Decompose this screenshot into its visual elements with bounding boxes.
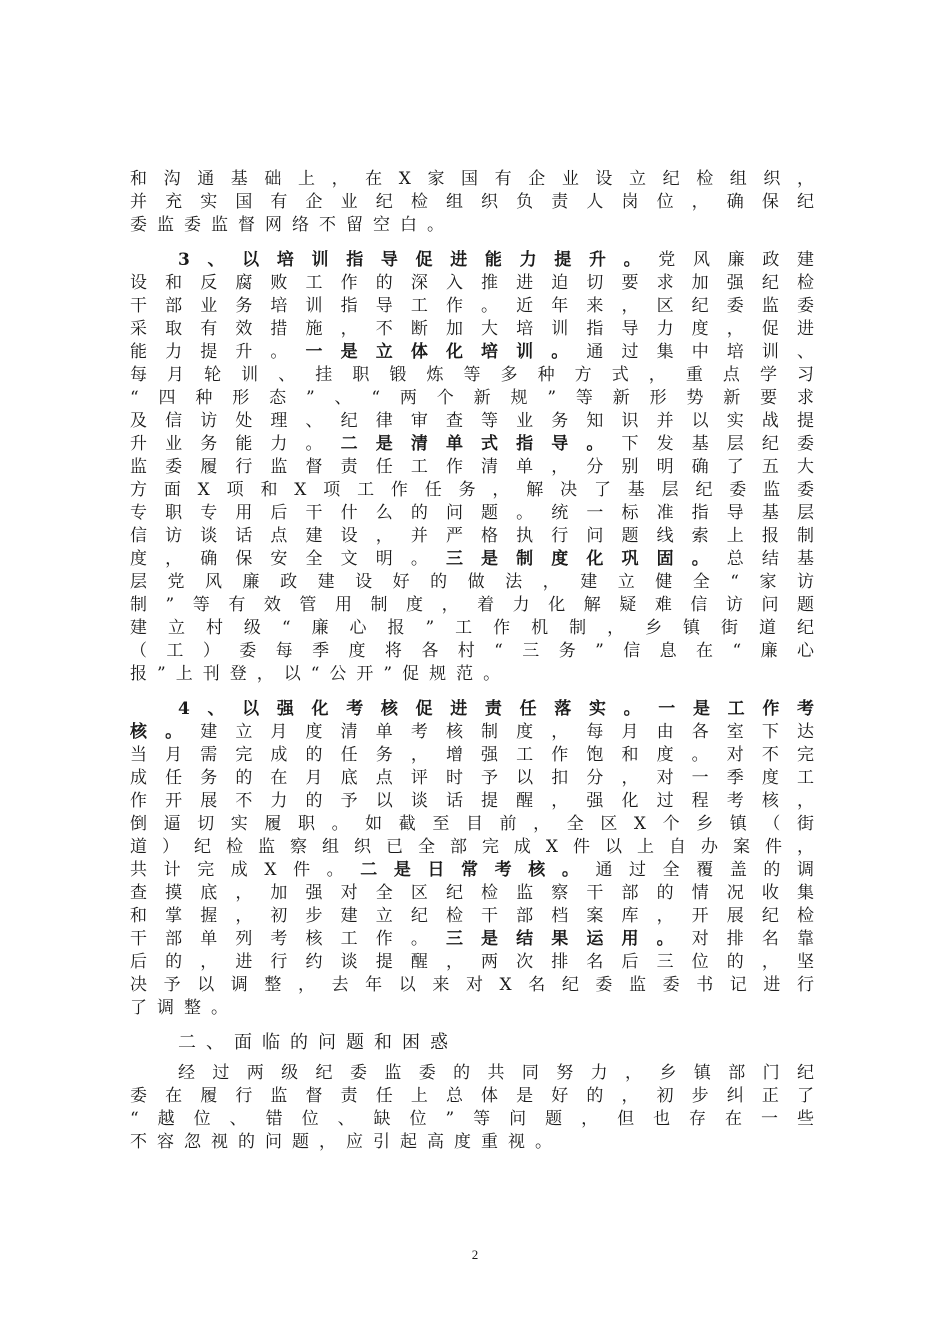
document-body — [130, 168, 816, 1154]
text-line: 委监委监督网络不留空白。 — [130, 215, 454, 235]
text-line: 3、以培训指导促进能力提升。党风廉政建 — [178, 250, 817, 270]
text-line: 成任务的在月底点评时予以扣分，对一季度工 — [130, 768, 816, 788]
text-line: 监委履行监督责任工作清单，分别明确了五大 — [130, 457, 816, 477]
text-line: 共计完成X件。二是日常考核。通过全覆盖的调 — [130, 860, 817, 880]
bold-phrase: 一是立体化培训。 — [305, 342, 587, 362]
text-line: “四种形态”、“两个新规”等新形势新要求 — [130, 388, 816, 408]
text-line: 作开展不力的予以谈话提醒，强化过程考核， — [130, 791, 816, 811]
text-line: 并充实国有企业纪检组织负责人岗位，确保纪 — [130, 192, 816, 212]
text-line: 专职专用后干什么的问题。统一标准指导基层 — [130, 503, 816, 523]
text-line: 当月需完成的任务，增强工作饱和度。对不完 — [130, 745, 816, 765]
text-line: 制”等有效管用制度，着力化解疑难信访问题 — [130, 595, 816, 615]
text-line: 信访谈话点建设，并严格执行问题线索上报制 — [130, 526, 816, 546]
text-line: 干部单列考核工作。三是结果运用。对排名靠 — [130, 929, 817, 949]
text-line: 委在履行监督责任上总体是好的，初步纠正了 — [130, 1086, 816, 1106]
text-line: 报”上刊登，以“公开”促规范。 — [130, 664, 511, 684]
text-line: 查摸底，加强对全区纪检监察干部的情况收集 — [130, 883, 816, 903]
bold-phrase: 三是结果运用。 — [445, 929, 692, 949]
bold-phrase: 三是制度化巩固。 — [445, 549, 727, 569]
text-line: 决予以调整，去年以来对X名纪委监委书记进行 — [130, 975, 816, 995]
paragraph-problems — [130, 1062, 816, 1154]
text-line: 每月轮训、挂职锻炼等多种方式，重点学习 — [130, 365, 816, 385]
section-heading-3: 3、以培训指导促进能力提升。 — [178, 250, 659, 270]
text-line: 方面X项和X项工作任务，解决了基层纪委监委 — [130, 480, 816, 500]
text-line: 和沟通基础上，在X家国有企业设立纪检组织， — [130, 169, 816, 189]
paragraph-1 — [130, 168, 816, 237]
text-line: 干部业务培训指导工作。近年来，区纪委监委 — [130, 296, 816, 316]
text-line: 采取有效措施，不断加大培训指导力度，促进 — [130, 319, 816, 339]
bold-phrase: 二是清单式指导。 — [340, 434, 622, 454]
text-line: 能力提升。一是立体化培训。通过集中培训、 — [130, 342, 817, 362]
text-line: 经过两级纪委监委的共同努力，乡镇部门纪 — [178, 1063, 816, 1083]
bold-phrase: 二是日常考核。 — [360, 860, 596, 880]
text-line: “越位、错位、缺位”等问题，但也存在一些 — [130, 1109, 816, 1129]
section-heading-problems: 二、面临的问题和困惑 — [178, 1032, 458, 1053]
text-line: 倒逼切实履职。如截至目前，全区X个乡镇（街 — [130, 814, 816, 834]
text-line: （工）委每季度将各村“三务”信息在“廉心 — [130, 641, 816, 661]
bold-phrase: 核。 — [130, 722, 201, 742]
text-line: 不容忽视的问题，应引起高度重视。 — [130, 1132, 562, 1152]
section-heading-4: 4、以强化考核促进责任落实。一是工作考 — [178, 699, 816, 719]
paragraph-assessment — [130, 698, 816, 1020]
text-line: 层党风廉政建设好的做法，建立健全“家访 — [130, 572, 816, 592]
text-line: 升业务能力。二是清单式指导。下发基层纪委 — [130, 434, 817, 454]
text-line: 核。建立月度清单考核制度，每月由各室下达 — [130, 722, 817, 742]
text-line: 了调整。 — [130, 998, 238, 1018]
text-line: 后的，进行约谈提醒，两次排名后三位的，坚 — [130, 952, 816, 972]
text-line: 道）纪检监察组织已全部完成X件以上自办案件， — [130, 837, 816, 857]
text-line: 和掌握，初步建立纪检干部档案库，开展纪检 — [130, 906, 816, 926]
text-line: 及信访处理、纪律审查等业务知识并以实战提 — [130, 411, 816, 431]
paragraph-training — [130, 249, 816, 686]
text-line: 设和反腐败工作的深入推进迫切要求加强纪检 — [130, 273, 816, 293]
text-line: 建立村级“廉心报”工作机制，乡镇街道纪 — [130, 618, 816, 638]
page-number: 2 — [471, 1247, 479, 1262]
text-line: 度，确保安全文明。三是制度化巩固。总结基 — [130, 549, 817, 569]
